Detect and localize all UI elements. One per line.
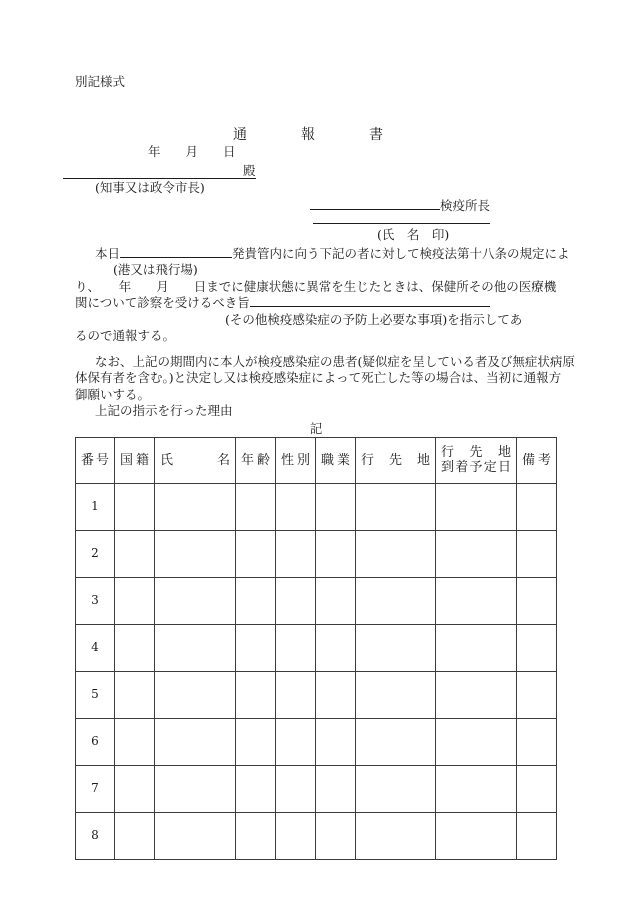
date-placeholder-line: 年 月 日 — [148, 143, 236, 159]
table-cell — [236, 483, 276, 530]
body-line-4: るので通報する。 — [75, 328, 176, 343]
col-header-destination-label: 行 先 地 — [361, 452, 430, 468]
table-cell — [236, 812, 276, 859]
table-cell — [356, 483, 436, 530]
table-cell — [236, 530, 276, 577]
table-cell — [517, 483, 557, 530]
table-cell — [436, 577, 517, 624]
table-cell — [356, 718, 436, 765]
instruction-items-note: (その他検疫感染症の予防上必要な事項)を指示してあ — [225, 311, 523, 327]
table-cell — [155, 624, 236, 671]
table-cell — [115, 530, 155, 577]
table-cell — [316, 812, 356, 859]
table-cell — [316, 765, 356, 812]
quarantine-station-blank-field — [310, 209, 440, 210]
row-number-cell: 6 — [76, 718, 115, 765]
table-cell — [276, 671, 316, 718]
table-row — [76, 624, 557, 671]
table-cell — [236, 577, 276, 624]
row-number-cell: 2 — [76, 530, 115, 577]
table-row — [76, 718, 557, 765]
col-header-remarks-label: 備 考 — [522, 452, 551, 468]
col-header-name — [155, 437, 236, 483]
table-cell — [436, 765, 517, 812]
table-cell — [316, 530, 356, 577]
para2-line-2: 体保有者を含む。)と決定し又は検疫感染症によって死亡した等の場合は、当初に通報方 — [75, 370, 562, 385]
table-cell — [356, 671, 436, 718]
table-cell — [115, 577, 155, 624]
table-row — [76, 530, 557, 577]
table-cell — [436, 530, 517, 577]
col-header-sex-label: 性 別 — [281, 452, 310, 468]
table-cell — [316, 624, 356, 671]
addressee-line — [63, 163, 630, 178]
table-cell — [517, 671, 557, 718]
body-line-1-pre: 本日 — [95, 245, 121, 261]
col-header-name-label: 氏 名 — [160, 452, 230, 468]
signature-underline — [313, 223, 490, 224]
table-cell — [276, 483, 316, 530]
table-cell — [236, 718, 276, 765]
table-cell — [115, 765, 155, 812]
table-cell — [155, 812, 236, 859]
col-header-nationality — [115, 437, 155, 483]
col-header-nationality-label: 国 籍 — [120, 452, 149, 468]
col-header-remarks — [517, 437, 557, 483]
col-header-destination — [356, 437, 436, 483]
table-cell — [356, 765, 436, 812]
table-cell — [236, 765, 276, 812]
quarantine-chief-label: 検疫所長 — [440, 197, 491, 213]
table-cell — [276, 624, 316, 671]
record-mark: 記 — [309, 420, 323, 436]
quarantine-chief-line — [310, 198, 630, 213]
body-paragraph-1 — [75, 246, 630, 345]
col-header-destination-arrival-label-2: 到 着 予 定 日 — [441, 460, 511, 475]
col-header-age — [236, 437, 276, 483]
table-cell — [155, 671, 236, 718]
table-row — [76, 812, 557, 859]
table-cell — [276, 530, 316, 577]
table-cell — [236, 624, 276, 671]
table-cell — [115, 671, 155, 718]
table-cell — [276, 765, 316, 812]
table-cell — [436, 624, 517, 671]
table-cell — [236, 671, 276, 718]
table-cell — [436, 718, 517, 765]
table-cell — [316, 671, 356, 718]
table-row — [76, 765, 557, 812]
table-cell — [517, 718, 557, 765]
addressee-note: (知事又は政令市長) — [95, 179, 205, 195]
table-cell — [517, 765, 557, 812]
body-line-1-post: 発貴管内に向う下記の者に対して検疫法第十八条の規定によ — [232, 245, 570, 261]
col-header-destination-arrival — [436, 437, 517, 483]
table-cell — [356, 577, 436, 624]
body-line-1 — [95, 246, 630, 263]
table-cell — [155, 483, 236, 530]
table-cell — [517, 577, 557, 624]
name-seal-note: (氏 名 印) — [377, 226, 450, 242]
table-cell — [115, 718, 155, 765]
row-number-cell: 4 — [76, 624, 115, 671]
col-header-destination-arrival-label-1: 行 先 地 — [441, 445, 511, 460]
table-cell — [115, 812, 155, 859]
notification-table — [75, 437, 557, 860]
document-title: 通報書 — [233, 126, 437, 143]
row-number-cell: 8 — [76, 812, 115, 859]
table-row — [76, 671, 557, 718]
table-cell — [115, 483, 155, 530]
table-row — [76, 483, 557, 530]
body-line-3-pre: 関について診察を受けるべき旨 — [75, 295, 250, 310]
col-header-number-label: 番 号 — [81, 452, 109, 468]
table-cell — [316, 577, 356, 624]
table-row — [76, 577, 557, 624]
table-cell — [356, 530, 436, 577]
table-cell — [155, 765, 236, 812]
table-cell — [517, 530, 557, 577]
addressee-underline — [63, 163, 256, 179]
row-number-cell: 1 — [76, 483, 115, 530]
table-header-row — [76, 437, 557, 483]
col-header-number — [76, 437, 115, 483]
table-cell — [155, 577, 236, 624]
table-cell — [276, 577, 316, 624]
departure-port-blank-field — [120, 257, 232, 258]
table-cell — [115, 624, 155, 671]
body-paragraph-2 — [75, 354, 630, 420]
para2-line-3: 御願いする。 — [75, 386, 151, 402]
col-header-age-label: 年 齢 — [241, 452, 270, 468]
col-header-occupation — [316, 437, 356, 483]
table-cell — [276, 812, 316, 859]
table-cell — [436, 671, 517, 718]
addressee-honorific: 殿 — [243, 162, 256, 178]
form-label: 別記様式 — [75, 74, 126, 89]
para2-line-1: なお、上記の期間内に本人が検疫感染症の患者(疑似症を呈している者及び無症状病原 — [95, 353, 575, 369]
table-cell — [517, 624, 557, 671]
body-line-3 — [75, 295, 630, 312]
table-cell — [356, 624, 436, 671]
row-number-cell: 5 — [76, 671, 115, 718]
table-cell — [517, 812, 557, 859]
table-cell — [155, 718, 236, 765]
row-number-cell: 3 — [76, 577, 115, 624]
table-cell — [356, 812, 436, 859]
table-cell — [155, 530, 236, 577]
table-cell — [316, 483, 356, 530]
table-cell — [436, 483, 517, 530]
table-cell — [316, 718, 356, 765]
body-line-2: り、 年 月 日までに健康状態に異常を生じたときは、保健所その他の医療機 — [75, 278, 557, 294]
table-cell — [276, 718, 316, 765]
col-header-occupation-label: 職 業 — [321, 452, 350, 468]
port-or-airfield-note: (港又は飛行場) — [113, 262, 198, 277]
reason-line: 上記の指示を行った理由 — [95, 403, 233, 418]
instruction-blank-field — [250, 306, 490, 307]
table-cell — [436, 812, 517, 859]
row-number-cell: 7 — [76, 765, 115, 812]
col-header-sex — [276, 437, 316, 483]
